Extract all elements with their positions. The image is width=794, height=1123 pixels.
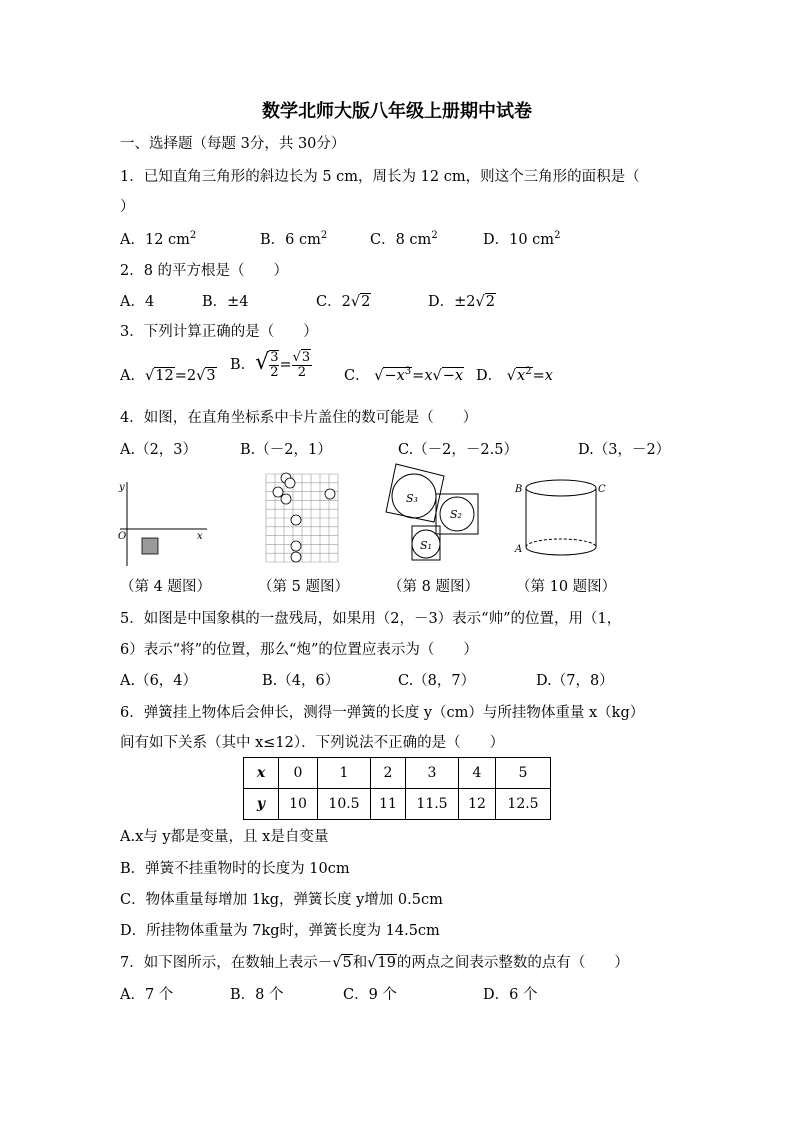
table-cell: 11	[371, 789, 406, 820]
q5-option-c: C.（8，7）	[398, 673, 476, 689]
figure-8-caption: （第 8 题图）	[388, 579, 479, 595]
q2-option-d: D．±2√2	[428, 294, 495, 310]
chess-piece	[285, 478, 295, 488]
q1-option-b: B．6 $cm^2$	[260, 230, 328, 248]
table-cell: 2	[371, 758, 406, 789]
table-cell: 5	[496, 758, 551, 789]
table-row	[244, 758, 551, 789]
q7-option-c: C．9 个	[343, 987, 397, 1003]
q5-stem: 5．如图是中国象棋的一盘残局，如果用（2，－3）表示“帅”的位置，用（1，	[120, 611, 622, 627]
fig10-a-label: A	[515, 544, 523, 555]
q7-option-b: B．8 个	[230, 987, 284, 1003]
q7-option-a: A．7 个	[120, 987, 174, 1003]
q7-stem: 7．如下图所示，在数轴上表示－√5和√19的两点之间表示整数的点有（ ）	[120, 955, 629, 971]
q7-option-d: D．6 个	[483, 987, 538, 1003]
q3-stem: 3．下列计算正确的是（ ）	[120, 324, 318, 340]
fig4-y-label: y	[119, 482, 125, 493]
figure-10-cylinder	[512, 475, 604, 569]
fig4-origin-label: O	[118, 531, 127, 542]
q1-option-c: C．8 $cm^2$	[370, 230, 438, 248]
q2-option-a: A．4	[120, 294, 155, 310]
table-cell: 3	[406, 758, 459, 789]
q4-option-c: C.（－2，－2.5）	[398, 442, 518, 458]
q6-option-d: D．所挂物体重量为 7kg时，弹簧长度为 14.5cm	[120, 923, 440, 939]
table-row	[244, 789, 551, 820]
q1-option-a: A．12 $cm^2$	[120, 230, 197, 248]
q5-option-b: B.（4，6）	[262, 673, 340, 689]
section-heading: 一、选择题（每题 3分，共 30分）	[120, 136, 346, 152]
chess-piece	[273, 487, 283, 497]
q6-option-a: A.x与 y都是变量，且 x是自变量	[120, 829, 329, 845]
chess-piece	[325, 489, 335, 499]
figure-4-caption: （第 4 题图）	[120, 579, 211, 595]
figure-10-caption: （第 10 题图）	[516, 579, 617, 595]
q4-option-d: D.（3，－2）	[578, 442, 671, 458]
table-cell: 4	[459, 758, 496, 789]
q6-stem: 6．弹簧挂上物体后会伸长，测得一弹簧的长度 y（cm）与所挂物体重量 x（kg）	[120, 705, 645, 721]
figure-5-caption: （第 5 题图）	[258, 579, 349, 595]
table-cell: 12.5	[496, 789, 551, 820]
table-cell: 1	[318, 758, 371, 789]
table-cell: x	[244, 758, 279, 789]
q2-option-c: C．2√2	[316, 294, 371, 310]
table-cell: 12	[459, 789, 496, 820]
figure-4-coordinate-card	[115, 476, 210, 571]
q6-option-c: C．物体重量每增加 1kg，弹簧长度 y增加 0.5cm	[120, 892, 443, 908]
q4-option-b: B.（－2，1）	[240, 442, 332, 458]
fig8-s2-label: S₂	[450, 508, 462, 521]
q1-stem-end: ）	[120, 199, 135, 215]
fig10-b-label: B	[515, 484, 523, 495]
q3-option-b: B．√ $\frac{3}{2}$ = $\frac{√3}{2}$	[230, 349, 311, 380]
fig4-x-label: x	[197, 531, 203, 542]
fig8-s1-label: S₁	[420, 539, 432, 552]
page-title: 数学北师大版八年级上册期中试卷	[262, 101, 532, 122]
q5-option-d: D.（7，8）	[536, 673, 614, 689]
table-cell: y	[244, 789, 279, 820]
q6-table	[243, 757, 551, 820]
fig10-c-label: C	[598, 484, 606, 495]
chess-piece	[291, 515, 301, 525]
table-cell: 11.5	[406, 789, 459, 820]
chess-piece	[291, 541, 301, 551]
table-cell: 10.5	[318, 789, 371, 820]
fig8-s3-label: S₃	[406, 492, 418, 505]
q6-option-b: B．弹簧不挂重物时的长度为 10cm	[120, 861, 350, 877]
figure-8-squares	[372, 462, 484, 566]
table-cell: 10	[279, 789, 318, 820]
q2-stem: 2．8 的平方根是（ ）	[120, 263, 289, 279]
q3-option-a: A．√12=2√3	[120, 368, 216, 384]
table-cell: 0	[279, 758, 318, 789]
figure-5-chessboard	[262, 470, 340, 566]
q6-stem-cont: 间有如下关系（其中 x≤12）．下列说法不正确的是（ ）	[120, 735, 505, 751]
chess-piece	[291, 552, 301, 562]
q3-option-c: C． $√-x^3=x√-x$	[344, 366, 464, 384]
q5-stem-cont: 6）表示“将”的位置，那么“炮”的位置应表示为（ ）	[120, 642, 478, 658]
q1-stem: 1．已知直角三角形的斜边长为 5 cm，周长为 12 cm，则这个三角形的面积是（	[120, 169, 640, 185]
q5-option-a: A.（6，4）	[120, 673, 198, 689]
q4-option-a: A.（2，3）	[120, 442, 198, 458]
q2-option-b: B．±4	[202, 294, 249, 310]
q4-stem: 4．如图，在直角坐标系中卡片盖住的数可能是（ ）	[120, 410, 478, 426]
chess-piece	[281, 494, 291, 504]
q3-option-d: D． $√x^2=x$	[476, 366, 553, 384]
q1-option-d: D．10 $cm^2$	[483, 230, 561, 248]
